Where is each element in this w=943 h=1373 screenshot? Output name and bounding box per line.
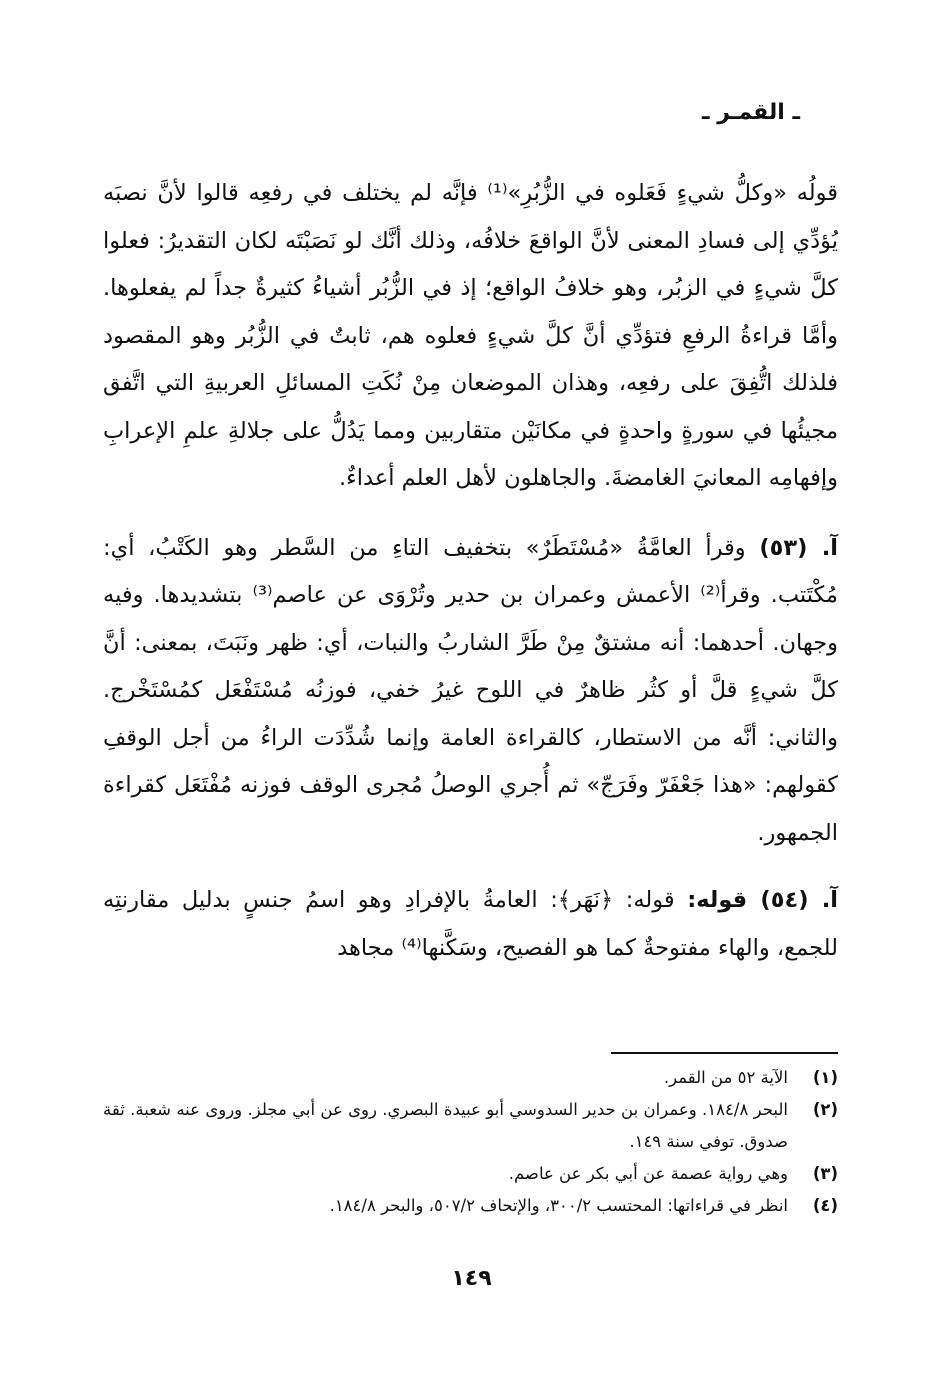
footnote-2 <box>103 1094 838 1158</box>
paragraph-3 <box>103 877 838 972</box>
paragraph-2-opening: وقرأ العامَّةُ «مُسْتَطَرٌ» بتخفيف التاءِ من السَّطر وهو <box>209 534 760 561</box>
paragraph-2-body: الكَتْبُ، أي: مُكْتَتب. وقرأ⁽²⁾ الأعمش وعمران بن حدير وتُرْوَى عن عاصم⁽³⁾ بتشديدها. وفيه وجهان. أحدهما: أنه مشتقٌ مِنْ طَرَّ الشاربُ والنبات، أي: ظهر ونَبَتَ، بمعنى: أنَّ كلَّ شيءٍ قلَّ أو كثُر ظاهرٌ في اللوح غيرُ خفي، فوزنُه مُسْتَفْعَل كمُسْتَخْرج. والثاني: أنَّه من الاستطار، كالقراءة العامة وإنما شُدِّدَت الراءُ من أجل الوقفِ كقولهم: «هذا جَعْفَرّ وفَرَجّ» ثم أُجري الوصلُ مُجرى الوقف فوزنه مُفْتَعَل كقراءة الجمهور. <box>103 534 838 846</box>
paragraph-1: قولُه «وكلُّ شيءٍ فَعَلوه في الزُّبُرِ»⁽¹⁾ فإنَّه لم يختلف في رفعِه قالوا لأنَّ نصبَه يُؤدِّي إلى فسادِ المعنى لأنَّ الواقعَ خلافُه، وذلك أنَّك لو نَصَبْتَه لكان التقديرُ: فعلوا كلَّ شيءٍ في الزبُر، وهو خلافُ الواقع؛ إذ في الزُّبُر أشياءُ كثيرةٌ جداً لم يفعلوها. وأمَّا قراءةُ الرفعِ فتؤدِّي أنَّ كلَّ شيءٍ فعلوه هم، ثابتٌ في الزُّبُر وهو المقصود فلذلك اتُّفِقَ على رفعِه، وهذان الموضعان مِنْ نُكَتِ المسائلِ العربيةِ التي اتَّفق مجيئُها في سورةٍ واحدةٍ في مكانَيْن متقاربين ومما يَدُلُّ على جلالةِ علمِ الإعرابِ وإفهامِه المعانيَ الغامضةَ. والجاهلون لأهل العلم أعداءٌ. <box>103 180 838 491</box>
main-text <box>103 170 838 972</box>
paragraph-3-body: قوله: ﴿نَهَر﴾: العامةُ بالإفرادِ وهو اسمُ جنسٍ بدليل مقارنتِه للجمع، والهاء مفتوحةٌ كما هو الفصيح، وسَكَّنها⁽⁴⁾ مجاهد <box>103 887 838 961</box>
footnote-3 <box>103 1158 838 1190</box>
verse-number-53: آ. (٥٣) <box>759 534 838 561</box>
footnote-number: (٤) <box>812 1196 838 1215</box>
footnote-text: انظر في قراءاتها: المحتسب ٣٠٠/٢، والإتحاف ٥٠٧/٢، والبحر ١٨٤/٨. <box>329 1196 788 1215</box>
verse-number-54: آ. (٥٤) قوله: <box>687 887 838 913</box>
footnotes <box>103 1062 838 1222</box>
footnote-4 <box>103 1190 838 1222</box>
footnote-text: الآية ٥٢ من القمر. <box>663 1068 788 1087</box>
page-number: ١٤٩ <box>451 1266 492 1291</box>
paragraph-2 <box>103 525 838 858</box>
running-head: ـ القمـر ـ <box>702 100 800 125</box>
footnote-separator <box>611 1052 838 1054</box>
footnote-1 <box>103 1062 838 1094</box>
footnote-number: (١) <box>812 1068 838 1087</box>
footnote-number: (٢) <box>812 1100 838 1119</box>
footnote-text: وهي رواية عصمة عن أبي بكر عن عاصم. <box>508 1164 788 1183</box>
footnote-number: (٣) <box>812 1164 838 1183</box>
footnote-text: البحر ١٨٤/٨. وعمران بن حدير السدوسي أبو عبيدة البصري. روى عن أبي مجلز. وروى عنه شعبة. ثقة صدوق. توفي سنة ١٤٩. <box>103 1100 788 1151</box>
